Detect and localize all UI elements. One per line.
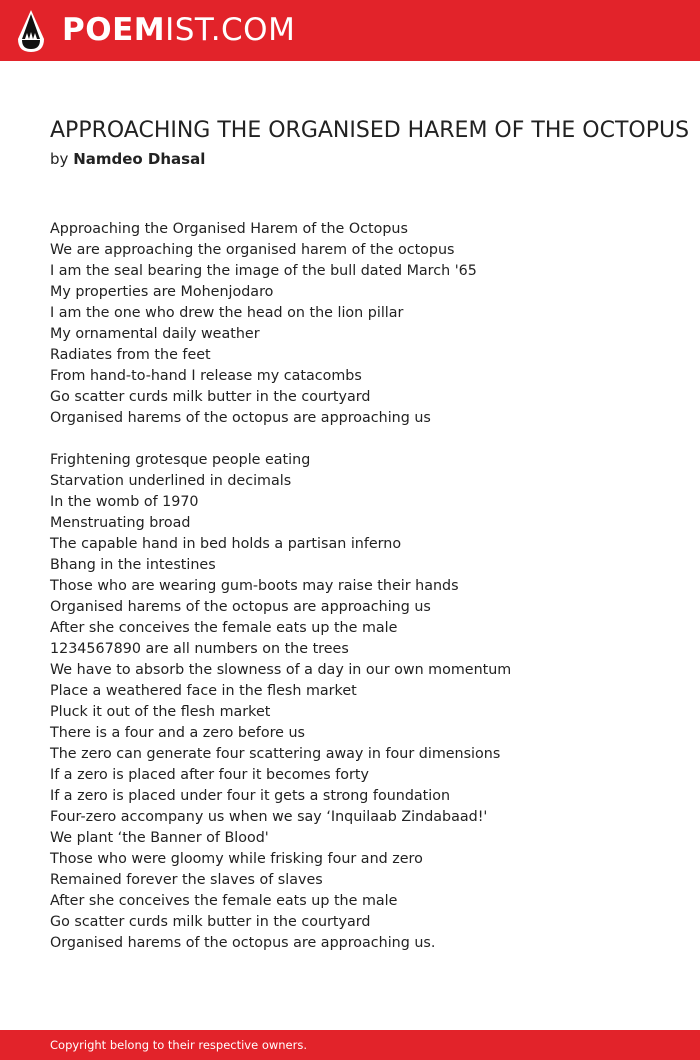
poem-line: Menstruating broad [50,515,191,531]
poem-line: We plant ‘the Banner of Blood' [50,830,269,846]
poem-line: If a zero is placed under four it gets a strong foundation [50,788,451,804]
pencil-tip-icon [16,9,46,53]
poem-stanza [50,219,690,429]
poem-title: APPROACHING THE ORGANISED HAREM OF THE OCTOPUS [50,118,690,143]
poem-line: Remained forever the slaves of slaves [50,872,323,888]
poem-line: Those who were gloomy while frisking four and zero [50,851,423,867]
site-logo[interactable] [62,12,295,48]
poem-stanza [50,450,690,954]
byline [50,149,205,169]
poem-line: Organised harems of the octopus are approaching us [50,599,431,615]
logo-light-text: IST.COM [165,12,296,48]
poem-line: My properties are Mohenjodaro [50,284,274,300]
poem-line: Approaching the Organised Harem of the Octopus [50,221,408,237]
logo-bold-text: POEM [62,12,166,48]
poem-line: We are approaching the organised harem of the octopus [50,242,455,258]
poem-line: The capable hand in bed holds a partisan inferno [50,536,402,552]
poem-line: Place a weathered face in the flesh market [50,683,357,699]
poem-line: We have to absorb the slowness of a day in our own momentum [50,662,512,678]
poem-line: Frightening grotesque people eating [50,452,311,468]
poem-line: Go scatter curds milk butter in the courtyard [50,389,371,405]
copyright-notice: Copyright belong to their respective owners. [50,1038,308,1052]
poem-line: Those who are wearing gum-boots may raise their hands [50,578,459,594]
poem-line: If a zero is placed after four it becomes forty [50,767,369,783]
poem-line: In the womb of 1970 [50,494,199,510]
author-name: Namdeo Dhasal [73,150,206,168]
poem-line: After she conceives the female eats up the male [50,893,398,909]
poem-line: Pluck it out of the flesh market [50,704,271,720]
site-footer [0,1030,700,1060]
poem-line: My ornamental daily weather [50,326,260,342]
poem-line: Bhang in the intestines [50,557,216,573]
poem-line: From hand-to-hand I release my catacombs [50,368,362,384]
poem-line: The zero can generate four scattering away in four dimensions [50,746,501,762]
poem-line: After she conceives the female eats up the male [50,620,398,636]
poem-line: Four-zero accompany us when we say ‘Inquilaab Zindabaad!' [50,809,488,825]
by-label: by [50,150,69,168]
poem-line: Organised harems of the octopus are approaching us. [50,935,436,951]
poem-line: There is a four and a zero before us [50,725,305,741]
poem-line: I am the one who drew the head on the lion pillar [50,305,404,321]
poem-line: 1234567890 are all numbers on the trees [50,641,349,657]
poem-line: Radiates from the feet [50,347,211,363]
poem-body [50,219,690,975]
poem-line: Organised harems of the octopus are approaching us [50,410,431,426]
site-header [0,0,700,61]
poem-line: I am the seal bearing the image of the bull dated March '65 [50,263,477,279]
poem-line: Starvation underlined in decimals [50,473,292,489]
poem-line: Go scatter curds milk butter in the courtyard [50,914,371,930]
